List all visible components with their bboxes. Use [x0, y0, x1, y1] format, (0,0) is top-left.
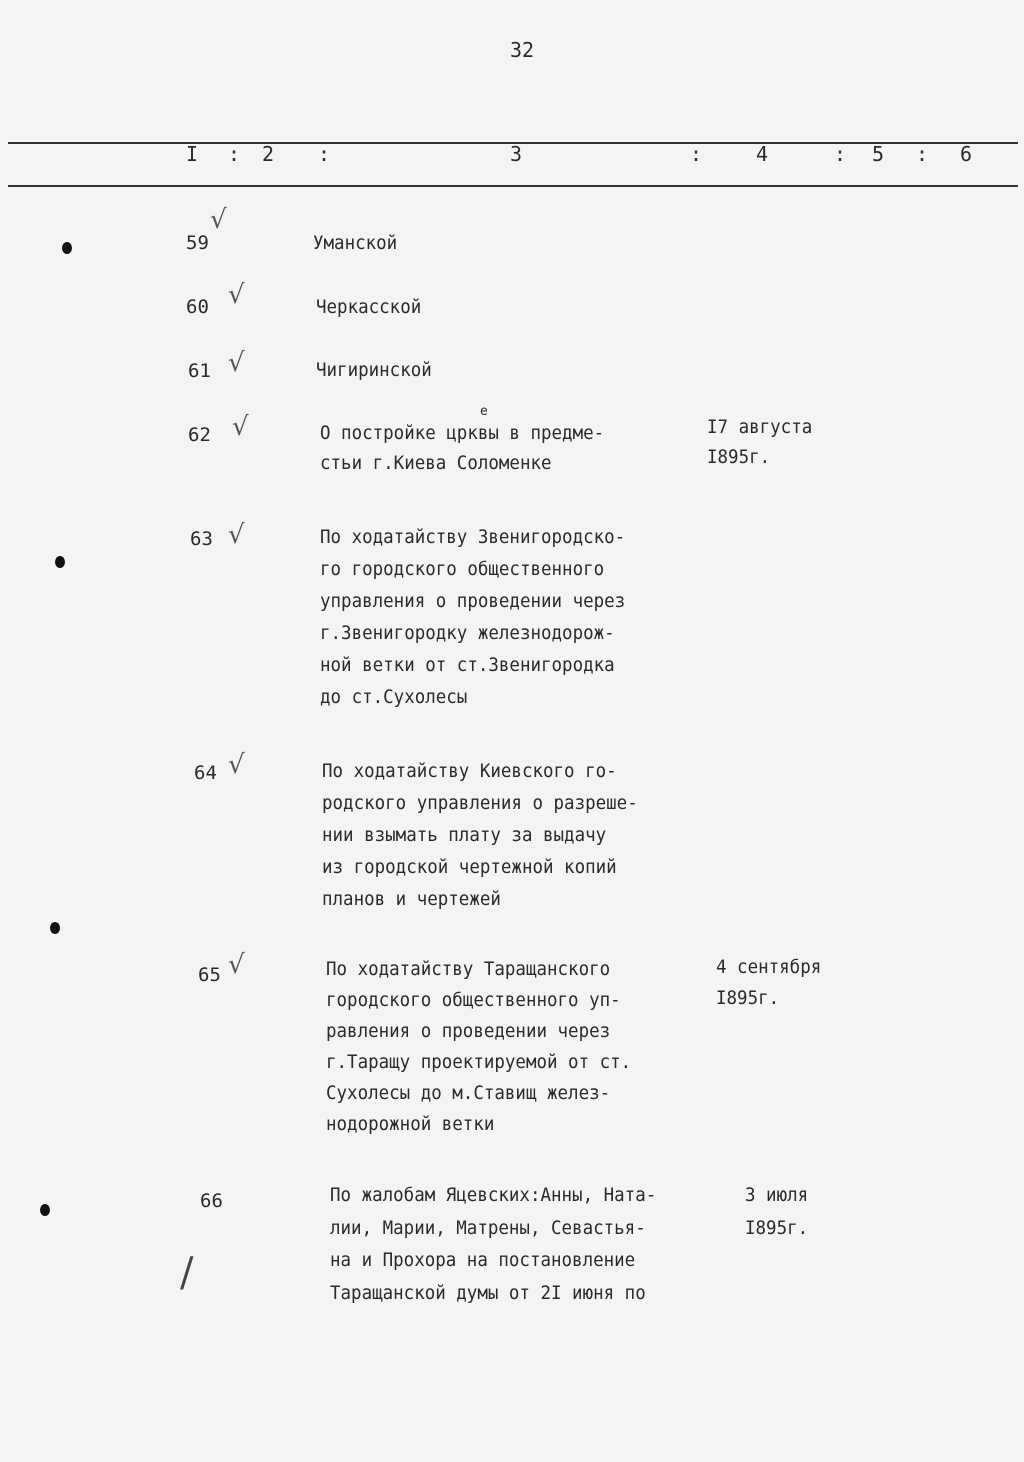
entry-text-line: управления о проведении через — [320, 590, 626, 612]
column-header: I — [186, 142, 200, 166]
entry-text-line: Черкасской — [316, 296, 422, 318]
entry-number: 61 — [188, 360, 211, 382]
check-mark-icon: √ — [228, 280, 245, 310]
entry-text-line: ной ветки от ст.Звенигородка — [320, 654, 615, 676]
entry-text-line: из городской чертежной копий — [322, 856, 617, 878]
entry-text-line: Уманской — [313, 232, 398, 254]
entry-number: 66 — [200, 1190, 223, 1212]
punch-hole-mark — [55, 556, 65, 568]
entry-text-line: г.Звенигородку железнодорож- — [320, 622, 615, 644]
entry-text-line: нодорожной ветки — [326, 1113, 495, 1135]
entry-date-line: I895г. — [716, 987, 780, 1009]
handwritten-correction: е — [480, 404, 488, 419]
punch-hole-mark — [40, 1204, 50, 1216]
column-separator: : — [916, 142, 930, 166]
handwritten-folio-mark: / — [180, 1250, 194, 1296]
entry-number: 60 — [186, 296, 209, 318]
entry-text-line: до ст.Сухолесы — [320, 686, 468, 708]
check-mark-icon: √ — [228, 750, 245, 780]
entry-number: 65 — [198, 964, 221, 986]
entry-text-line: О постройке црквы в предме- — [320, 422, 605, 444]
column-header: 3 — [510, 142, 524, 166]
check-mark-icon: √ — [232, 412, 249, 442]
page-number: 32 — [510, 38, 535, 62]
column-separator: : — [228, 142, 242, 166]
entry-date-line: 3 июля — [745, 1184, 809, 1206]
entry-text-line: По ходатайству Звенигородско- — [320, 526, 626, 548]
column-separator: : — [318, 142, 332, 166]
entry-text-line: По ходатайству Киевского го- — [322, 760, 617, 782]
entry-text-line: лии, Марии, Матрены, Севастья- — [330, 1216, 646, 1239]
entry-date-line: I895г. — [707, 446, 771, 468]
entry-text-line: на и Прохора на постановление — [330, 1249, 636, 1271]
entry-text-line: Чигиринской — [316, 359, 432, 381]
entry-number: 64 — [194, 762, 217, 784]
entry-text-line: го городского общественного — [320, 558, 605, 580]
entry-text-line: г.Таращу проектируемой от ст. — [326, 1051, 632, 1073]
column-header: 4 — [756, 142, 770, 166]
column-separator: : — [690, 142, 704, 166]
punch-hole-mark — [50, 922, 60, 934]
entry-text-line: родского управления о разреше- — [322, 792, 638, 814]
column-header: 5 — [872, 142, 886, 166]
entry-text-line: По ходатайству Таращанского — [326, 958, 611, 980]
entry-text-line: Таращанской думы от 2I июня по — [330, 1281, 646, 1304]
column-header: 6 — [960, 142, 974, 166]
entry-number: 63 — [190, 528, 213, 550]
entry-text-line: По жалобам Яцевских:Анны, Ната- — [330, 1184, 657, 1206]
column-header: 2 — [262, 142, 276, 166]
header-bottom-rule — [8, 185, 1018, 187]
check-mark-icon: √ — [228, 348, 245, 378]
entry-date-line: I895г. — [745, 1216, 809, 1239]
entry-number: 62 — [188, 424, 211, 446]
entry-text-line: равления о проведении через — [326, 1020, 611, 1042]
entry-date-line: 4 сентября — [716, 956, 822, 978]
entry-text-line: Сухолесы до м.Ставищ желез- — [326, 1082, 611, 1104]
entry-text-line: планов и чертежей — [322, 888, 501, 910]
column-separator: : — [834, 142, 848, 166]
entry-text-line: стьи г.Киева Соломенке — [320, 452, 552, 474]
entry-text-line: городского общественного уп- — [326, 989, 621, 1011]
check-mark-icon: √ — [228, 520, 245, 550]
entry-text-line: нии взымать плату за выдачу — [322, 824, 607, 846]
check-mark-icon: √ — [228, 950, 245, 980]
check-mark-icon: √ — [210, 205, 227, 235]
punch-hole-mark — [62, 242, 72, 254]
entry-date-line: I7 августа — [707, 416, 813, 438]
entry-number: 59 — [186, 232, 209, 254]
